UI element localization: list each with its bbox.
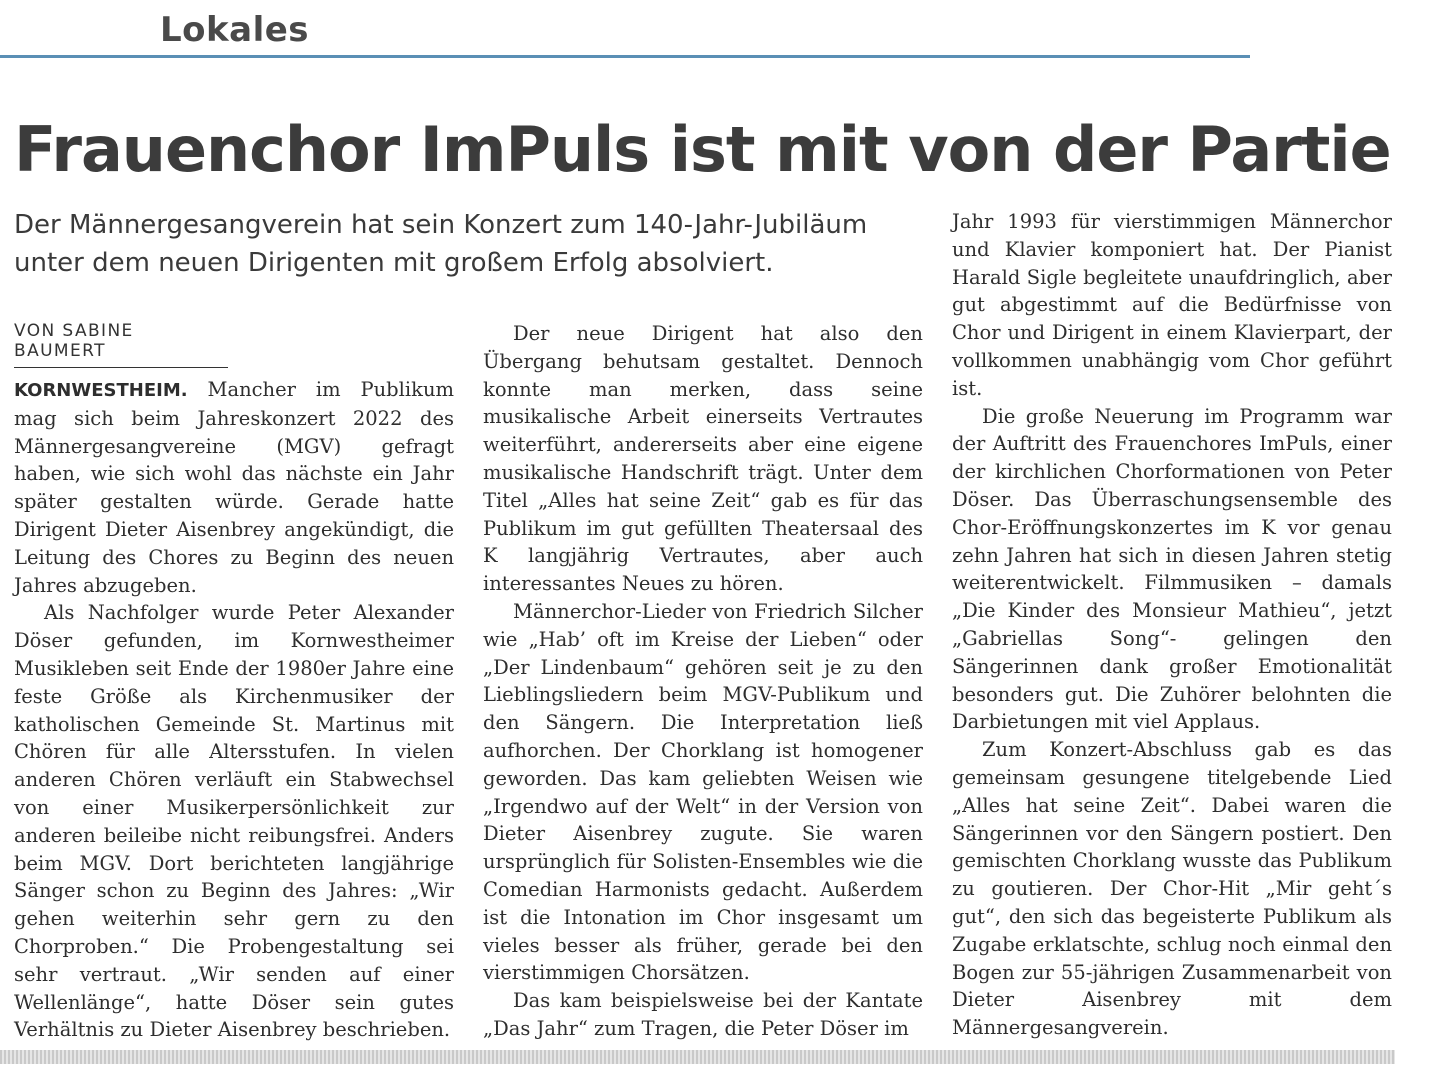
- paragraph: Die große Neuerung im Programm war der Auftritt des Frauenchores ImPuls, einer der kirchlichen Chorformationen von Peter Döser. Das Überraschungsensemble des Chor-Eröffnungskonzertes im K vor genau zehn Jahren hat sich in diesen Jahren stetig weiterentwickelt. Filmmusiken – damals „Die Kinder des Monsieur Mathieu“, jetzt „Gabriellas Song“- gelingen den Sängerinnen dank großer Emotionalität besonders gut. Die Zuhörer belohnten die Darbietungen mit viel Applaus.: [952, 404, 1392, 734]
- bottom-border: [0, 1050, 1395, 1064]
- article-subheadline: Der Männergesangverein hat sein Konzert zum 140-Jahr-Jubiläum unter dem neuen Dirigenten mit großem Erfolg absolviert.: [14, 210, 868, 278]
- paragraph: Zum Konzert-Abschluss gab es das gemeinsam gesungene titelgebende Lied „Alles hat seine Zeit“. Dabei waren die Sängerinnen vor den Sängern postiert. Den gemischten Chorklang wusste das Publikum zu goutieren. Der Chor-Hit „Mir geht´s gut“, den sich das begeisterte Publikum als Zugabe erklatschte, schlug noch einmal den Bogen zur 55-jährigen Zusammenarbeit von Dieter Aisenbrey mit dem Männergesangverein.: [952, 738, 1392, 1040]
- section-label: Lokales: [160, 10, 310, 50]
- paragraph: Der neue Dirigent hat also den Übergang behutsam gestaltet. Dennoch konnte man merken, dass seine musikalische Arbeit einerseits Vertrautes weiterführt, andererseits aber eine eigene musikalische Handschrift trägt. Unter dem Titel „Alles hat seine Zeit“ gab es für das Publikum im gut gefüllten Theatersaal des K langjährig Vertrautes, aber auch interessantes Neues zu hören.: [483, 322, 923, 596]
- article-headline: Frauenchor ImPuls ist mit von der Partie: [14, 113, 1391, 186]
- paragraph: Als Nachfolger wurde Peter Alexander Döser gefunden, im Kornwestheimer Musikleben seit Ende der 1980er Jahre eine feste Größe als Kirchenmusiker der katholischen Gemeinde St. Martinus mit Chören für alle Altersstufen. In vielen anderen Chören verläuft ein Stabwechsel von einer Musikerpersönlichkeit zur anderen beileibe nicht reibungsfrei. Anders beim MGV. Dort berichteten langjährige Sänger schon zu Beginn des Jahres: „Wir gehen weiterhin sehr gern zu den Chorproben.“ Die Probengestaltung sei sehr vertraut. „Wir senden auf einer Wellenlänge“, hatte Döser sein gutes Verhältnis zu Dieter Aisenbrey beschrieben.: [14, 601, 454, 1042]
- dateline: KORNWESTHEIM.: [14, 380, 188, 401]
- article-column-2: [483, 320, 923, 1043]
- paragraph: [14, 376, 454, 599]
- paragraph: Jahr 1993 für vierstimmigen Männerchor und Klavier komponiert hat. Der Pianist Harald Sigle begleitete unaufdringlich, aber gut abgestimmt auf die Bedürfnisse von Chor und Dirigent in einem Klavierpart, der vollkommen unabhängig vom Chor geführt ist.: [952, 210, 1392, 400]
- paragraph: Männerchor-Lieder von Friedrich Silcher wie „Hab’ oft im Kreise der Lieben“ oder „Der Lindenbaum“ gehören seit je zu den Lieblingsliedern beim MGV-Publikum und den Sängern. Die Interpretation ließ aufhorchen. Der Chorklang ist homogener geworden. Das kam geliebten Weisen wie „Irgendwo auf der Welt“ in der Version von Dieter Aisenbrey zugute. Sie waren ursprünglich für Solisten-Ensembles wie die Comedian Harmonists gedacht. Außerdem ist die Intonation im Chor insgesamt um vieles besser als früher, gerade bei den vierstimmigen Chorsätzen.: [483, 599, 923, 985]
- article-column-3: [952, 208, 1392, 1042]
- section-divider: [0, 55, 1250, 58]
- paragraph-text: Mancher im Publikum mag sich beim Jahreskonzert 2022 des Männergesangvereine (MGV) gefragt haben, wie sich wohl das nächste ein Jahr später gestalten würde. Gerade hatte Dirigent Dieter Aisenbrey angekündigt, die Leitung des Chores zu Beginn des neuen Jahres abzugeben.: [14, 378, 454, 597]
- article-column-1: [14, 376, 454, 1044]
- byline: VON SABINE BAUMERT: [14, 321, 228, 368]
- paragraph: Das kam beispielsweise bei der Kantate „Das Jahr“ zum Tragen, die Peter Döser im: [483, 989, 923, 1040]
